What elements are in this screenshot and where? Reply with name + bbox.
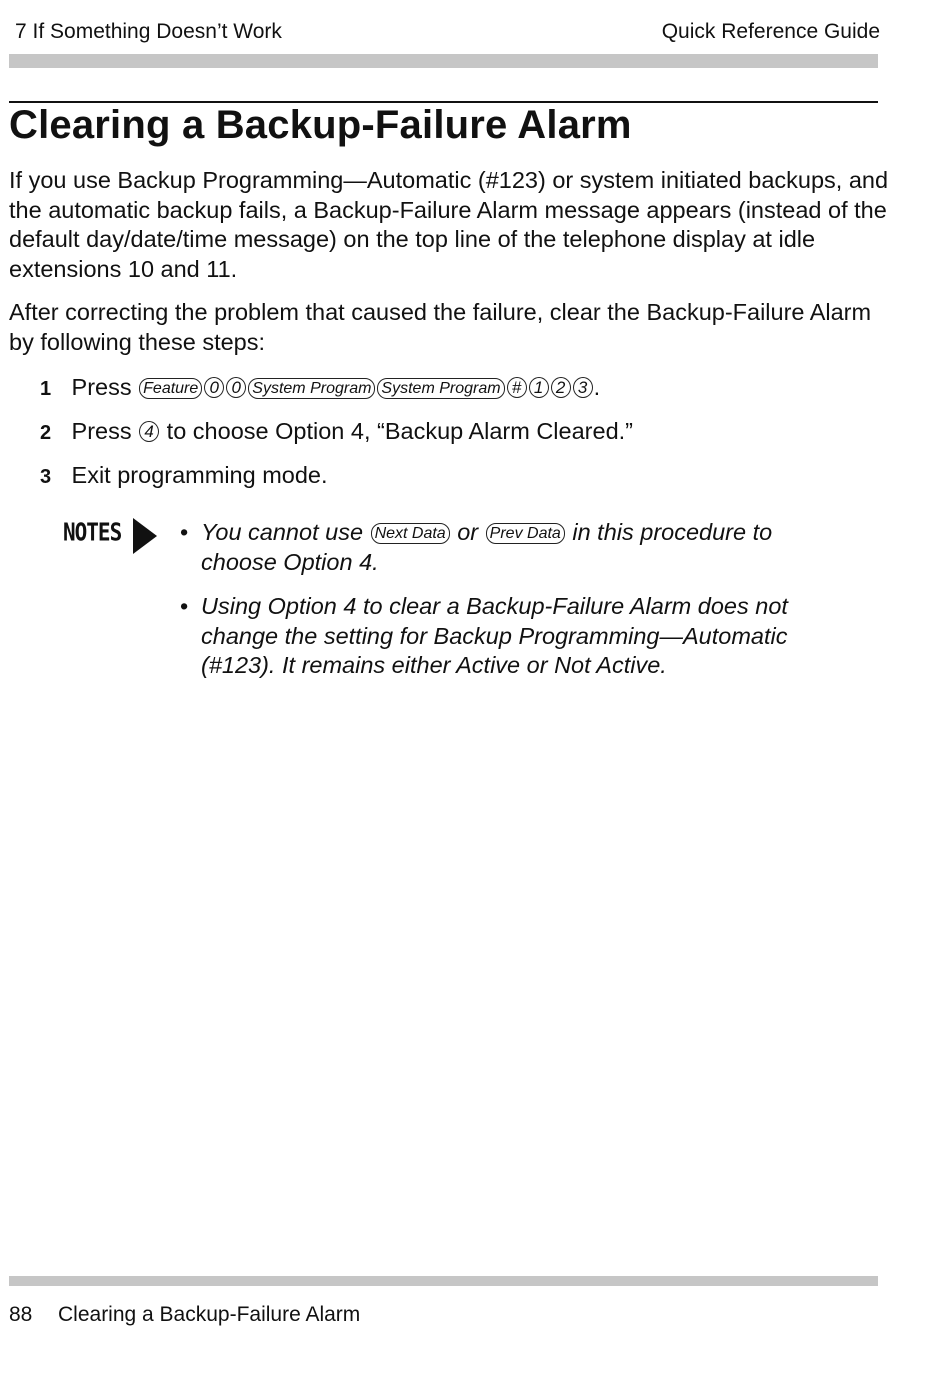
dial-key-4: 4 — [139, 421, 159, 442]
running-header-guide-title: Quick Reference Guide — [661, 20, 880, 43]
note-text: or — [457, 519, 479, 545]
dial-key-2: 2 — [551, 377, 571, 398]
next-data-key: Next Data — [371, 523, 450, 544]
note-text: in this procedure to choose Option 4. — [201, 519, 773, 575]
feature-key: Feature — [139, 378, 202, 399]
running-header-chapter: 7 If Something Doesn’t Work — [15, 20, 282, 43]
bullet: • — [180, 593, 189, 619]
note-text: You cannot use — [201, 519, 364, 545]
step-2 — [40, 417, 633, 448]
step-number: 2 — [40, 422, 52, 444]
instructions-paragraph: After correcting the problem that caused the failure, clear the Backup-Failure Alarm by following these steps: — [9, 299, 872, 355]
dial-key-1: 1 — [529, 377, 549, 398]
step-number: 1 — [40, 378, 52, 400]
dial-key-pound: # — [507, 377, 527, 398]
page-number: 88 — [9, 1303, 33, 1326]
dial-key-3: 3 — [573, 377, 593, 398]
step-punctuation: . — [593, 374, 601, 400]
system-program-key: System Program — [377, 378, 504, 399]
step-3 — [40, 461, 328, 492]
step-1 — [40, 373, 600, 404]
step-text: Press — [71, 374, 132, 400]
dial-key-0: 0 — [204, 377, 224, 398]
footer-section-title: Clearing a Backup-Failure Alarm — [58, 1303, 361, 1326]
step-number: 3 — [40, 466, 52, 488]
notes-icon — [63, 516, 163, 556]
step-text-after: to choose Option 4, “Backup Alarm Cleared.” — [166, 418, 633, 444]
intro-paragraph: If you use Backup Programming—Automatic (#123) or system initiated backups, and the automatic backup fails, a Backup-Failure Alarm message appears (instead of the default day/date/time message) on the top line of the telephone display at idle extensions 10 and 11. — [9, 167, 889, 282]
note-item-2 — [180, 592, 830, 681]
dial-key-0: 0 — [226, 377, 246, 398]
note-text: Using Option 4 to clear a Backup-Failure Alarm does not change the setting for Backup Programming—Automatic (#123). It remains either Active or Not Active. — [201, 593, 788, 678]
bullet: • — [180, 519, 189, 545]
step-text: Exit programming mode. — [71, 462, 328, 488]
step-text: Press — [71, 418, 132, 444]
prev-data-key: Prev Data — [486, 523, 565, 544]
page-title: Clearing a Backup-Failure Alarm — [9, 103, 632, 147]
notes-arrow-icon — [133, 518, 157, 554]
note-item-1 — [180, 518, 830, 577]
header-bar — [9, 54, 878, 68]
system-program-key: System Program — [248, 378, 375, 399]
footer-bar — [9, 1276, 878, 1286]
notes-label: NOTES — [63, 517, 122, 547]
